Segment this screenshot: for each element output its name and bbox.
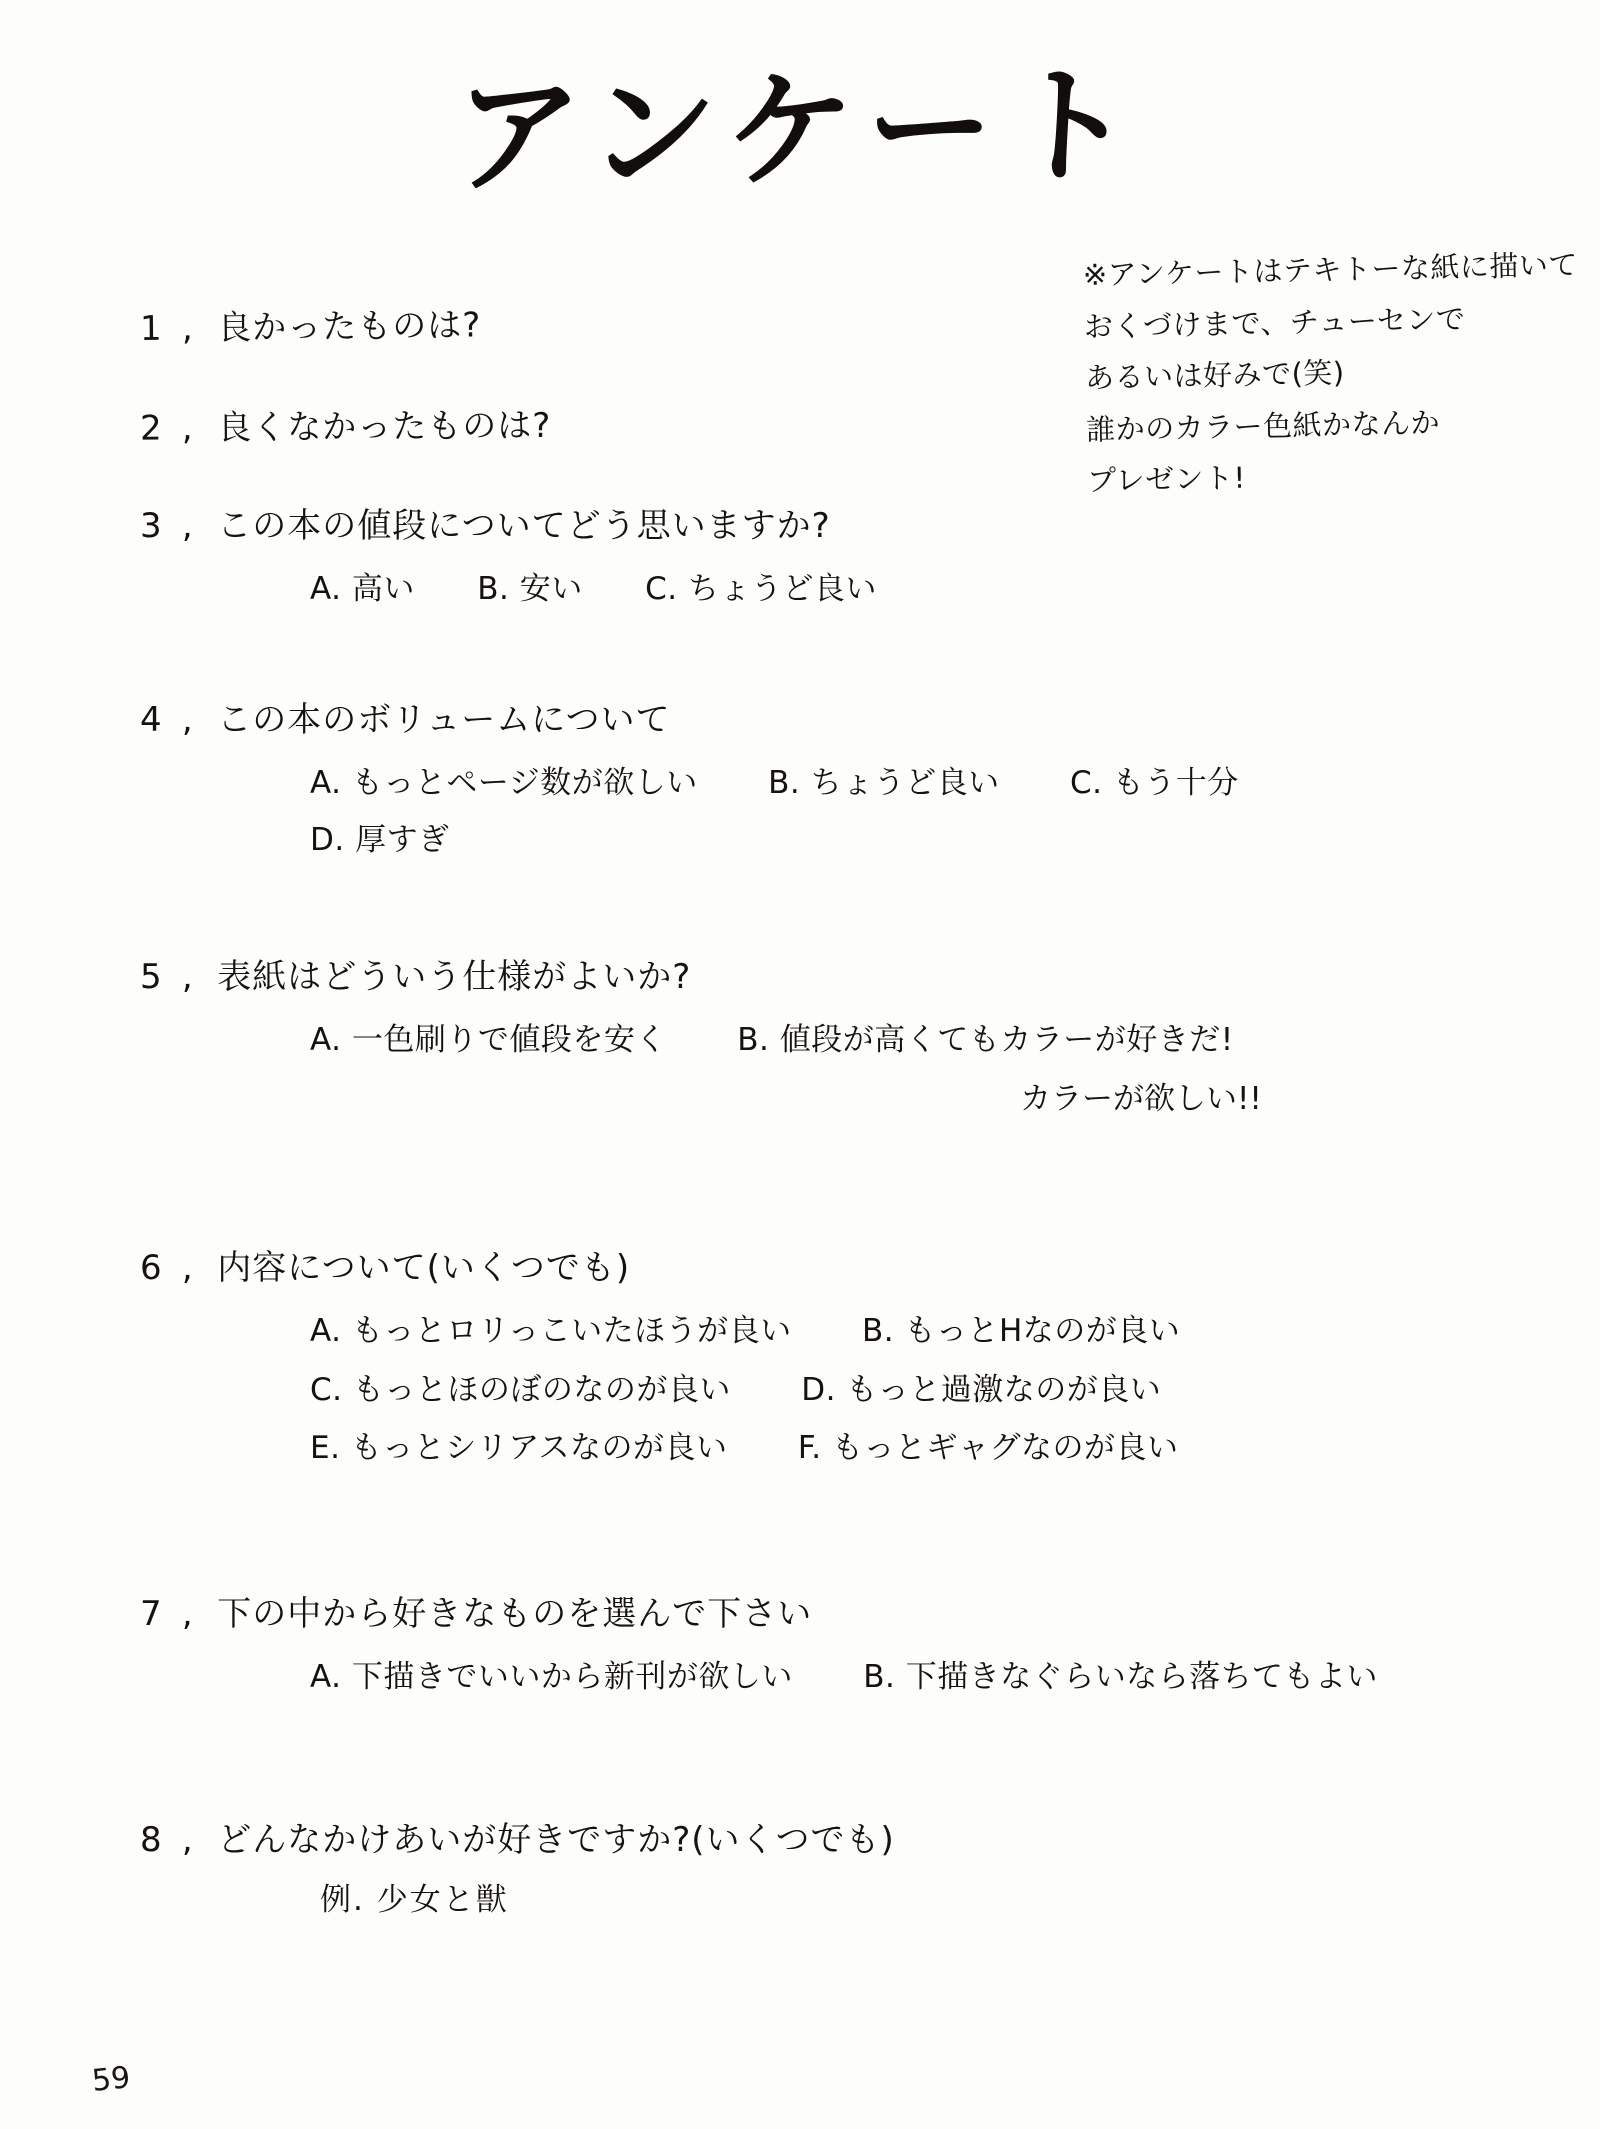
question-item: [140, 1592, 1480, 1700]
question-heading: [140, 1818, 1480, 1864]
answer-option[interactable]: C. もう十分: [1069, 765, 1239, 802]
question-heading: [140, 504, 1480, 550]
answer-option[interactable]: A. もっとロリっこいたほうが良い: [310, 1313, 792, 1350]
answer-options: [310, 1017, 1480, 1064]
question-number: 6: [140, 1248, 163, 1289]
question-item: [140, 698, 1480, 863]
question-text: この本のボリュームについて: [217, 700, 671, 741]
question-text: 良くなかったものは?: [217, 405, 552, 449]
note-line-1: ※アンケートはテキトーな紙に描いて: [1082, 247, 1579, 292]
question-number: 8: [140, 1820, 163, 1861]
question-item: [140, 955, 1480, 1118]
answer-options: [310, 817, 1480, 864]
question-item: [139, 300, 1480, 350]
question-heading: [140, 1592, 1480, 1638]
answer-options: [310, 1367, 1480, 1414]
answer-options: [310, 760, 1480, 807]
question-number: 5: [140, 957, 163, 998]
question-text: どんなかけあいが好きですか?(いくつでも): [217, 1820, 895, 1861]
question-item: [140, 402, 1480, 448]
question-text: 内容について(いくつでも): [217, 1248, 631, 1289]
question-number: 1: [139, 308, 163, 350]
note-line-5: プレゼント!: [1086, 461, 1246, 499]
question-separator: ,: [181, 957, 206, 998]
question-item: [140, 504, 1480, 612]
question-text: 良かったものは?: [217, 305, 482, 349]
answer-option[interactable]: B. 値段が高くてもカラーが好きだ!: [737, 1021, 1234, 1058]
question-heading: [140, 1246, 1480, 1292]
answer-option-continuation: カラーが欲しい!!: [1020, 1081, 1262, 1118]
answer-option[interactable]: A. 一色刷りで値段を安く: [310, 1021, 667, 1058]
page-title: アンケート: [448, 50, 1150, 213]
answer-options: [310, 1308, 1480, 1355]
answer-options: [310, 566, 1480, 613]
question-item: [140, 1246, 1480, 1471]
answer-option[interactable]: F. もっとギャグなのが良い: [797, 1430, 1179, 1467]
answer-option[interactable]: E. もっとシリアスなのが良い: [310, 1430, 728, 1467]
question-separator: ,: [181, 505, 206, 546]
answer-option[interactable]: B. ちょうど良い: [768, 765, 1000, 802]
question-number: 3: [140, 505, 163, 546]
answer-option[interactable]: B. もっとHなのが良い: [862, 1313, 1181, 1350]
answer-options: [310, 1425, 1480, 1472]
answer-example: 例. 少女と獣: [320, 1882, 509, 1919]
note-line-3: あるいは好みで(笑): [1084, 355, 1345, 396]
answer-option[interactable]: A. 高い: [310, 570, 415, 607]
answer-option[interactable]: D. もっと過激なのが良い: [801, 1371, 1162, 1408]
question-number: 4: [140, 700, 163, 741]
question-heading: [140, 955, 1480, 1001]
question-separator: ,: [181, 308, 206, 349]
question-heading: [140, 397, 1480, 452]
question-separator: ,: [181, 408, 206, 449]
answer-option[interactable]: A. 下描きでいいから新刊が欲しい: [310, 1658, 793, 1695]
answer-option[interactable]: C. ちょうど良い: [645, 570, 877, 607]
question-heading: [140, 698, 1480, 744]
answer-option[interactable]: B. 下描きなぐらいなら落ちてもよい: [863, 1658, 1378, 1695]
question-separator: ,: [181, 1593, 206, 1634]
question-number: 2: [139, 408, 163, 449]
question-separator: ,: [181, 1248, 206, 1289]
note-line-2: おくづけまで、チューセンで: [1083, 301, 1466, 344]
question-list: [140, 300, 1480, 1929]
question-separator: ,: [181, 1820, 206, 1861]
page-number: 59: [90, 2060, 132, 2099]
question-heading: [140, 293, 1480, 353]
answer-option[interactable]: B. 安い: [477, 570, 583, 607]
answer-options: [310, 1654, 1480, 1701]
question-separator: ,: [181, 700, 206, 741]
question-text: 下の中から好きなものを選んで下さい: [217, 1593, 813, 1634]
question-text: 表紙はどういう仕様がよいか?: [217, 957, 692, 998]
question-item: [140, 1818, 1480, 1919]
answer-option[interactable]: A. もっとページ数が欲しい: [310, 765, 698, 802]
question-number: 7: [140, 1593, 163, 1634]
answer-option[interactable]: C. もっとほのぼのなのが良い: [310, 1371, 731, 1408]
question-text: この本の値段についてどう思いますか?: [217, 505, 831, 546]
answer-option[interactable]: D. 厚すぎ: [310, 821, 450, 858]
note-line-4: 誰かのカラー色紙かなんか: [1085, 405, 1441, 447]
